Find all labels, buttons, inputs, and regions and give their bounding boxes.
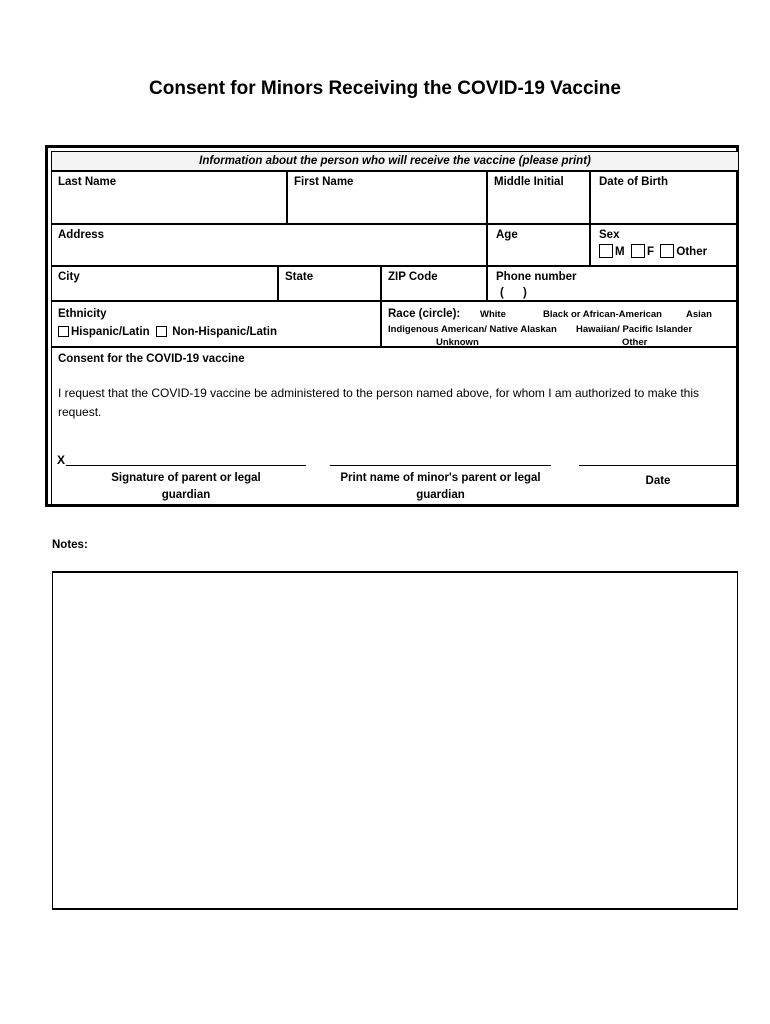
print-name-line[interactable]	[330, 465, 551, 466]
last-name-field[interactable]	[51, 171, 287, 224]
ethnicity-label: Ethnicity	[58, 308, 107, 320]
address-label: Address	[58, 229, 105, 241]
ethnicity-field	[51, 301, 381, 347]
zip-field[interactable]	[381, 266, 487, 301]
consent-text: I request that the COVID-19 vaccine be administered to the person named above, for whom I am authorized to make this request.	[58, 386, 700, 419]
race-unknown[interactable]: Unknown	[436, 337, 479, 348]
race-hawaiian[interactable]: Hawaiian/ Pacific Islander	[576, 324, 693, 335]
race-black[interactable]: Black or African-American	[543, 309, 662, 320]
form-header: Information about the person who will receive the vaccine (please print)	[51, 151, 739, 171]
non-hispanic-checkbox[interactable]	[156, 326, 167, 337]
city-label: City	[58, 271, 80, 283]
sex-field	[590, 224, 739, 266]
age-label: Age	[496, 229, 518, 241]
hispanic-checkbox[interactable]	[58, 326, 69, 337]
date-line[interactable]	[579, 465, 737, 466]
sex-label: Sex	[599, 229, 620, 241]
consent-form	[45, 145, 739, 507]
race-other[interactable]: Other	[622, 337, 648, 348]
address-field[interactable]	[51, 224, 487, 266]
last-name-label: Last Name	[58, 176, 117, 188]
sex-other-checkbox[interactable]	[660, 244, 674, 258]
sex-m-label: M	[615, 246, 625, 258]
phone-label: Phone number	[496, 271, 577, 283]
state-field[interactable]	[278, 266, 381, 301]
hispanic-label: Hispanic/Latin	[71, 326, 150, 338]
middle-initial-label: Middle Initial	[494, 176, 564, 188]
sex-f-label: F	[646, 246, 655, 258]
first-name-label: First Name	[294, 176, 354, 188]
race-asian[interactable]: Asian	[686, 309, 712, 320]
sex-m-checkbox[interactable]	[599, 244, 613, 258]
phone-field[interactable]	[487, 266, 739, 301]
race-white[interactable]: White	[480, 309, 506, 320]
signature-x-mark: X	[57, 453, 66, 467]
consent-title: Consent for the COVID-19 vaccine	[58, 353, 245, 365]
first-name-field[interactable]	[287, 171, 487, 224]
print-name-caption: Print name of minor's parent or legal guardian	[340, 472, 541, 501]
dob-label: Date of Birth	[599, 176, 668, 188]
date-caption: Date	[645, 475, 671, 487]
signature-caption: Signature of parent or legal guardian	[111, 472, 261, 501]
race-label: Race (circle):	[388, 308, 461, 320]
zip-label: ZIP Code	[388, 271, 438, 283]
form-frame	[51, 151, 739, 507]
notes-label: Notes:	[52, 539, 88, 551]
state-label: State	[285, 271, 314, 283]
form-title: Consent for Minors Receiving the COVID-19 Vaccine	[149, 78, 621, 99]
dob-field[interactable]	[590, 171, 739, 224]
race-indigenous[interactable]: Indigenous American/ Native Alaskan	[388, 324, 557, 335]
middle-initial-field[interactable]	[487, 171, 590, 224]
phone-paren: ( )	[500, 287, 527, 299]
city-field[interactable]	[51, 266, 278, 301]
race-field	[381, 301, 739, 347]
non-hispanic-label: Non-Hispanic/Latin	[172, 326, 277, 338]
notes-box[interactable]	[52, 571, 738, 910]
age-field[interactable]	[487, 224, 590, 266]
sex-f-checkbox[interactable]	[631, 244, 645, 258]
sex-other-label: Other	[676, 246, 708, 258]
signature-line[interactable]	[66, 465, 306, 466]
